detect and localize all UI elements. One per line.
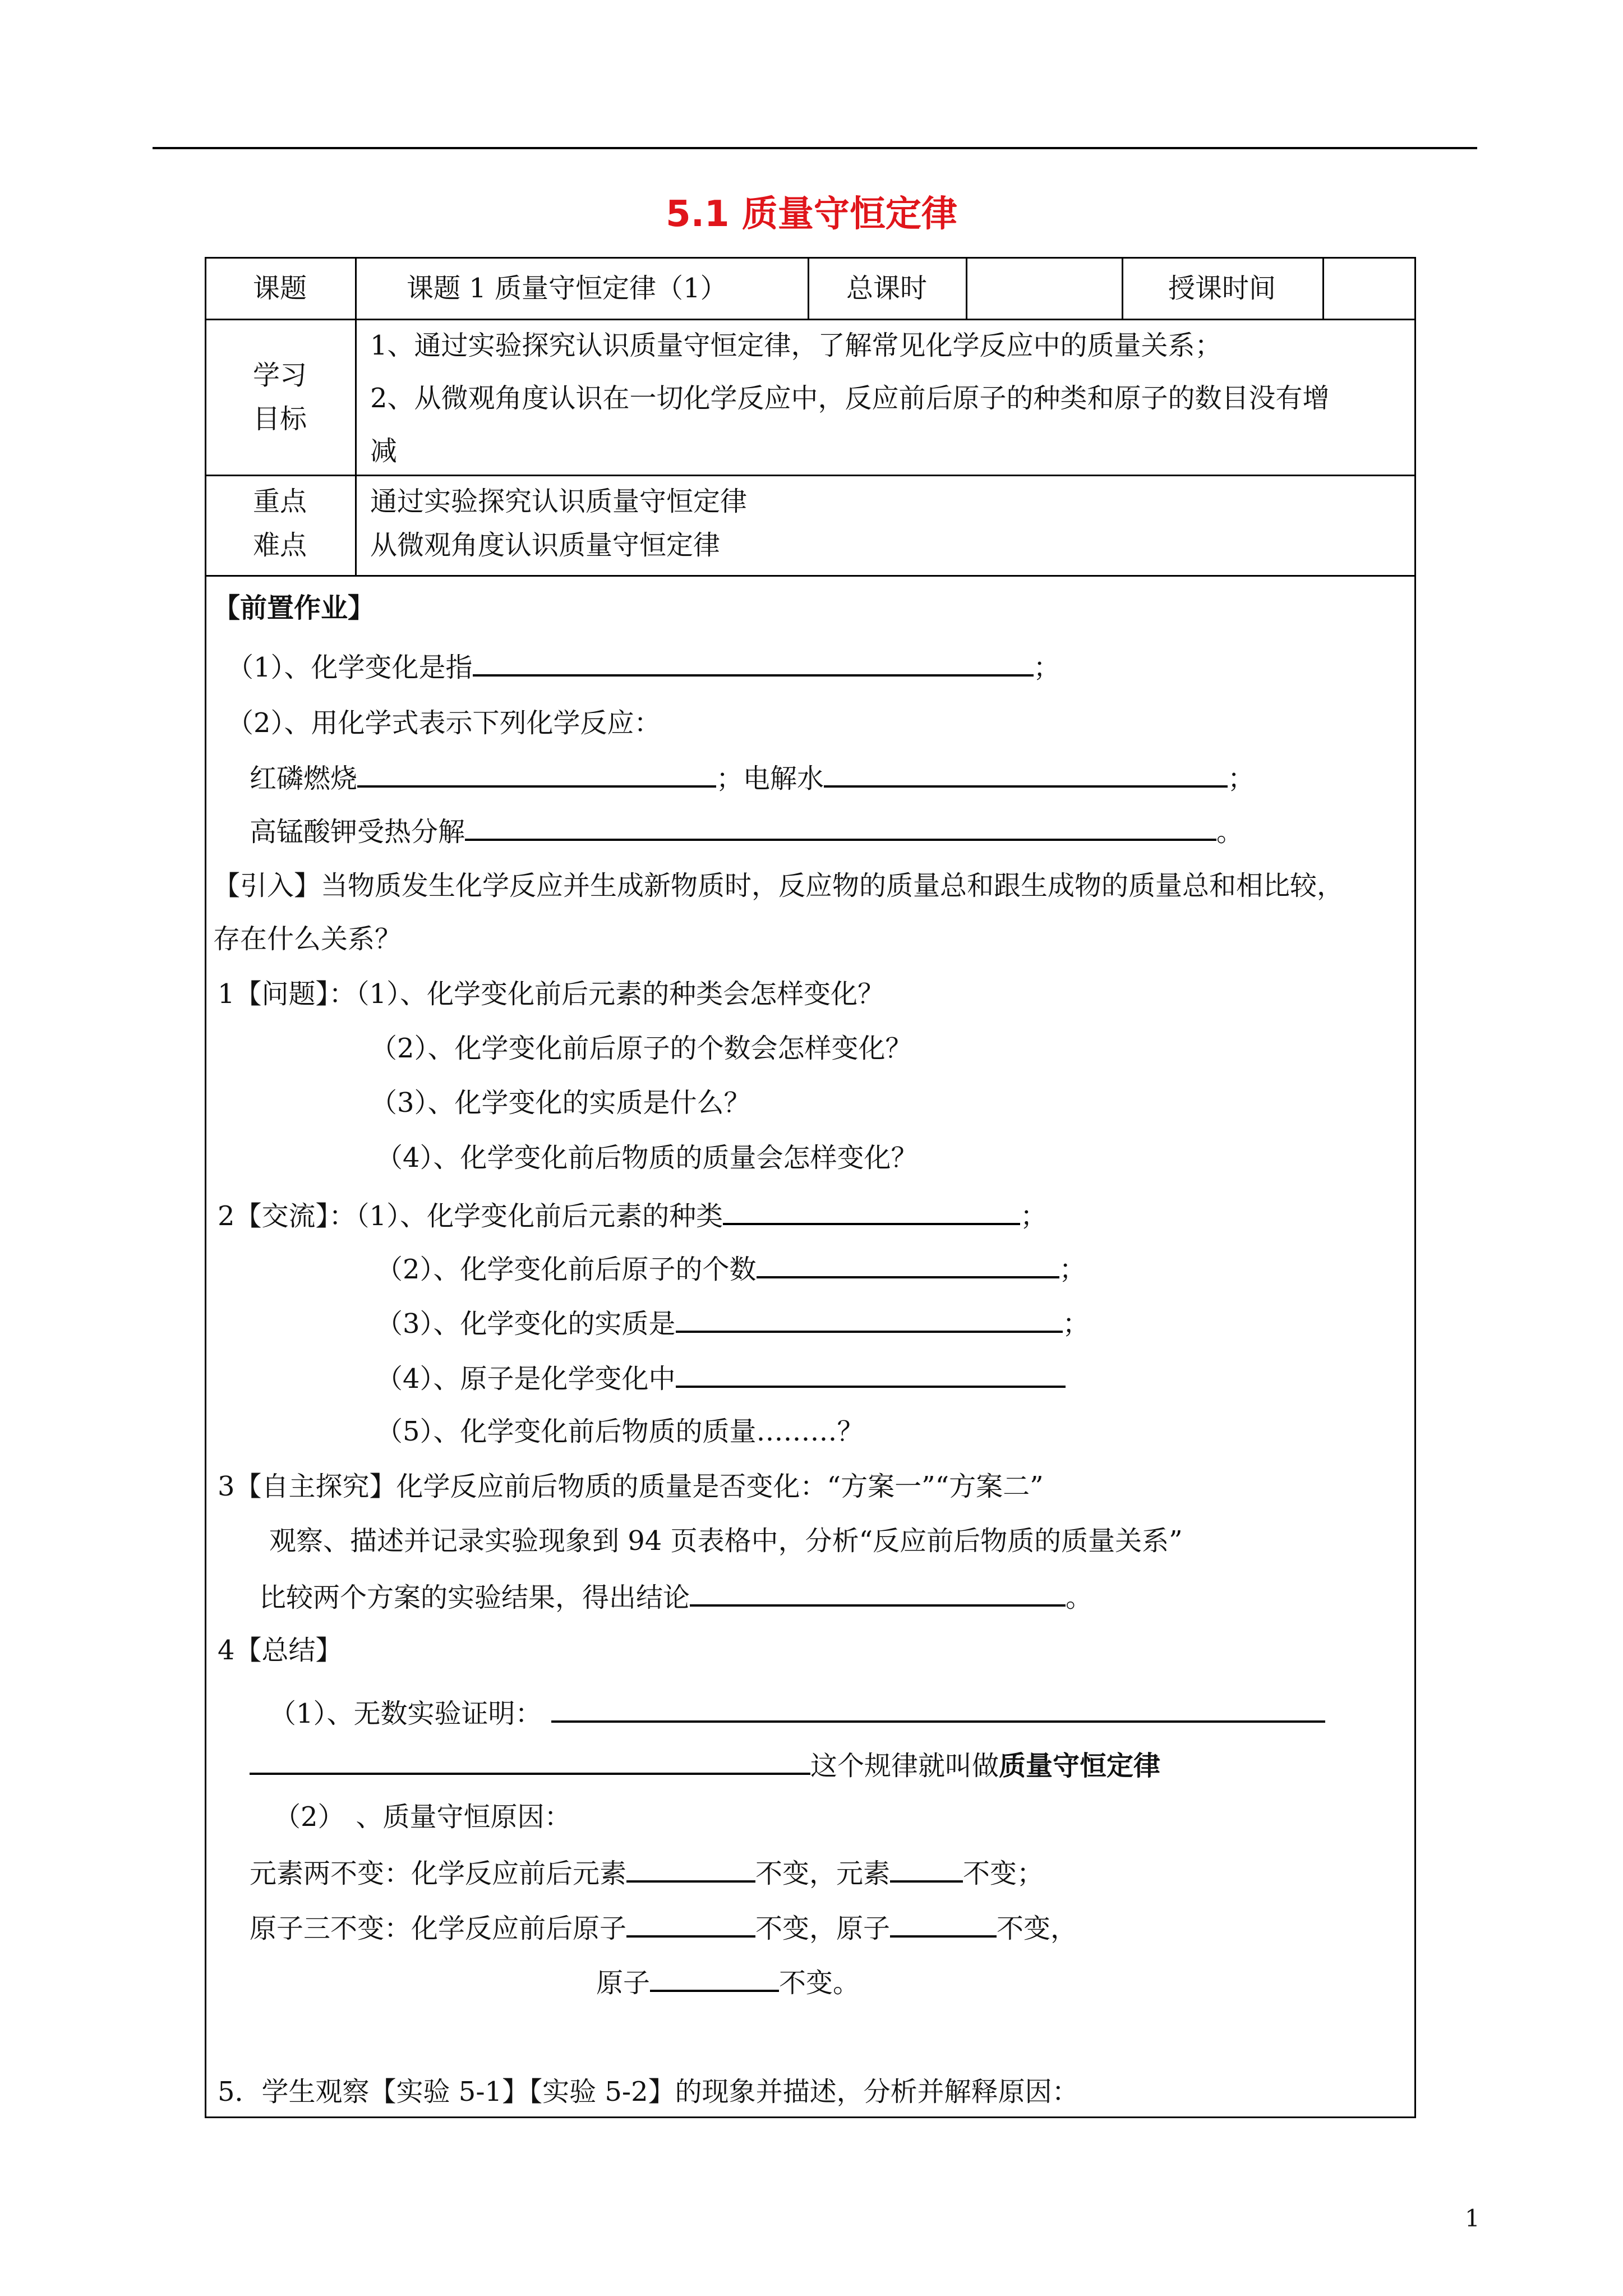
punct: ；: [1020, 1200, 1048, 1232]
exchange-3-text: （3）、化学变化的实质是: [376, 1308, 676, 1340]
col-divider: [1322, 257, 1324, 319]
summary-1-text: （1）、无数实验证明：: [269, 1698, 542, 1729]
punct: ；: [1228, 763, 1255, 794]
punct: 。: [1066, 1582, 1093, 1613]
topic-value: 课题 1 质量守恒定律（1）: [407, 273, 727, 304]
exchange-2: [376, 1254, 1086, 1283]
row-divider: [205, 319, 1416, 320]
intro-line-2: 存在什么关系？: [213, 923, 402, 955]
atom-a: 原子三不变：化学反应前后原子: [250, 1913, 627, 1944]
prework-item-3: [250, 763, 1255, 792]
atom-invariants: [250, 1913, 1077, 1942]
page-title: 5.1 质量守恒定律: [666, 194, 957, 235]
kmno4-label: 高锰酸钾受热分解: [250, 816, 465, 848]
answer-blank[interactable]: [250, 1750, 810, 1775]
summary-3: [274, 1801, 571, 1833]
keypoint-1: 通过实验探究认识质量守恒定律: [370, 486, 748, 517]
intro-line-1: 【引入】当物质发生化学反应并生成新物质时，反应物的质量总和跟生成物的质量总和相比较，: [213, 870, 1344, 901]
law-name: 质量守恒定律: [999, 1750, 1161, 1782]
exchange-5: （5）、化学变化前后物质的质量………？: [376, 1416, 864, 1447]
keypoints-label-2: 难点: [252, 530, 307, 561]
keypoints-label-1: 重点: [252, 486, 307, 517]
answer-blank[interactable]: [626, 1858, 755, 1883]
answer-blank[interactable]: [676, 1363, 1066, 1388]
summary-1: [269, 1698, 1325, 1727]
answer-blank[interactable]: [676, 1308, 1063, 1333]
prework-item-1: [227, 652, 1061, 681]
question-heading: 1【问题】：（1）、化学变化前后元素的种类会怎样变化？: [218, 978, 885, 1010]
element-a: 元素两不变：化学反应前后元素: [250, 1858, 627, 1889]
answer-blank[interactable]: [824, 763, 1228, 788]
observation-task: 5．学生观察【实验 5-1】【实验 5-2】的现象并描述，分析并解释原因：: [218, 2076, 1079, 2108]
exchange-4-text: （4）、原子是化学变化中: [376, 1363, 676, 1395]
objectives-label-1: 学习: [252, 360, 307, 391]
summary-2: [250, 1750, 1161, 1782]
header-rule: [153, 147, 1477, 149]
summary-2-text: 这个规律就叫做: [810, 1750, 999, 1782]
atom2-a: 原子: [596, 1967, 651, 1999]
element-c: 不变；: [963, 1858, 1044, 1889]
topic-label: 课题: [252, 273, 307, 304]
answer-blank[interactable]: [890, 1913, 997, 1938]
question-2: （2）、化学变化前后原子的个数会怎样变化？: [370, 1033, 912, 1064]
element-invariants: [250, 1858, 1044, 1887]
exchange-4: [376, 1363, 1066, 1395]
answer-blank[interactable]: [357, 763, 716, 788]
exchange-1: [218, 1200, 1047, 1230]
atom2-b: 不变。: [779, 1967, 860, 1999]
col-divider: [966, 257, 967, 319]
objective-2: 2、从微观角度认识在一切化学反应中，反应前后原子的种类和原子的数目没有增: [370, 383, 1330, 414]
teaching-time-label: 授课时间: [1168, 273, 1276, 304]
objective-3: 减: [370, 435, 398, 467]
summary-heading: 4【总结】: [218, 1635, 343, 1666]
answer-blank[interactable]: [723, 1200, 1020, 1225]
question-3: （3）、化学变化的实质是什么？: [370, 1087, 751, 1119]
answer-blank[interactable]: [626, 1913, 755, 1938]
exchange-2-text: （2）、化学变化前后原子的个数: [376, 1254, 757, 1285]
red-phosphorus-label: 红磷燃烧: [250, 763, 358, 794]
inquiry-line-2: [259, 1582, 1092, 1611]
answer-blank[interactable]: [465, 816, 1216, 841]
answer-blank[interactable]: [473, 652, 1034, 677]
answer-blank[interactable]: [757, 1254, 1059, 1278]
summary-3-num: （2）: [274, 1801, 331, 1833]
summary-3-text: 、质量守恒原因：: [356, 1801, 571, 1833]
answer-blank[interactable]: [890, 1858, 963, 1883]
row-divider: [205, 475, 1416, 476]
prework-heading: 【前置作业】: [213, 592, 375, 624]
atom-invariants-2: [596, 1967, 860, 1999]
inquiry-line-1: 观察、描述并记录实验现象到 94 页表格中，分析“反应前后物质的质量关系”: [269, 1525, 1183, 1557]
inquiry-heading: 3【自主探究】化学反应前后物质的质量是否变化：“方案一”“方案二”: [218, 1471, 1044, 1502]
element-b: 不变，元素: [755, 1858, 891, 1889]
answer-blank[interactable]: [690, 1582, 1066, 1607]
row-divider: [205, 575, 1416, 577]
answer-blank[interactable]: [551, 1698, 1325, 1723]
objectives-label-2: 目标: [252, 403, 307, 435]
keypoint-2: 从微观角度认识质量守恒定律: [370, 530, 721, 561]
electrolysis-label: ；电解水: [716, 763, 824, 794]
exchange-3: [376, 1308, 1090, 1340]
punct: ；: [1062, 1308, 1090, 1340]
atom-b: 不变，原子: [755, 1913, 891, 1944]
punct: ；: [1059, 1254, 1086, 1285]
prework-1-text: （1）、化学变化是指: [227, 652, 473, 683]
total-hours-label: 总课时: [846, 273, 927, 304]
exchange-1-text: 2【交流】：（1）、化学变化前后元素的种类: [218, 1200, 723, 1232]
objective-1: 1、通过实验探究认识质量守恒定律，了解常见化学反应中的质量关系；: [370, 330, 1222, 361]
page-number: 1: [1465, 2205, 1480, 2232]
prework-item-4: [250, 816, 1244, 848]
prework-item-2: （2）、用化学式表示下列化学反应：: [227, 707, 661, 739]
answer-blank[interactable]: [650, 1967, 779, 1992]
punct: 。: [1216, 816, 1244, 848]
col-divider: [355, 257, 357, 575]
inquiry-line-2-text: 比较两个方案的实验结果，得出结论: [259, 1582, 690, 1613]
atom-c: 不变，: [997, 1913, 1078, 1944]
question-4: （4）、化学变化前后物质的质量会怎样变化？: [376, 1142, 918, 1174]
punct: ；: [1033, 652, 1061, 683]
